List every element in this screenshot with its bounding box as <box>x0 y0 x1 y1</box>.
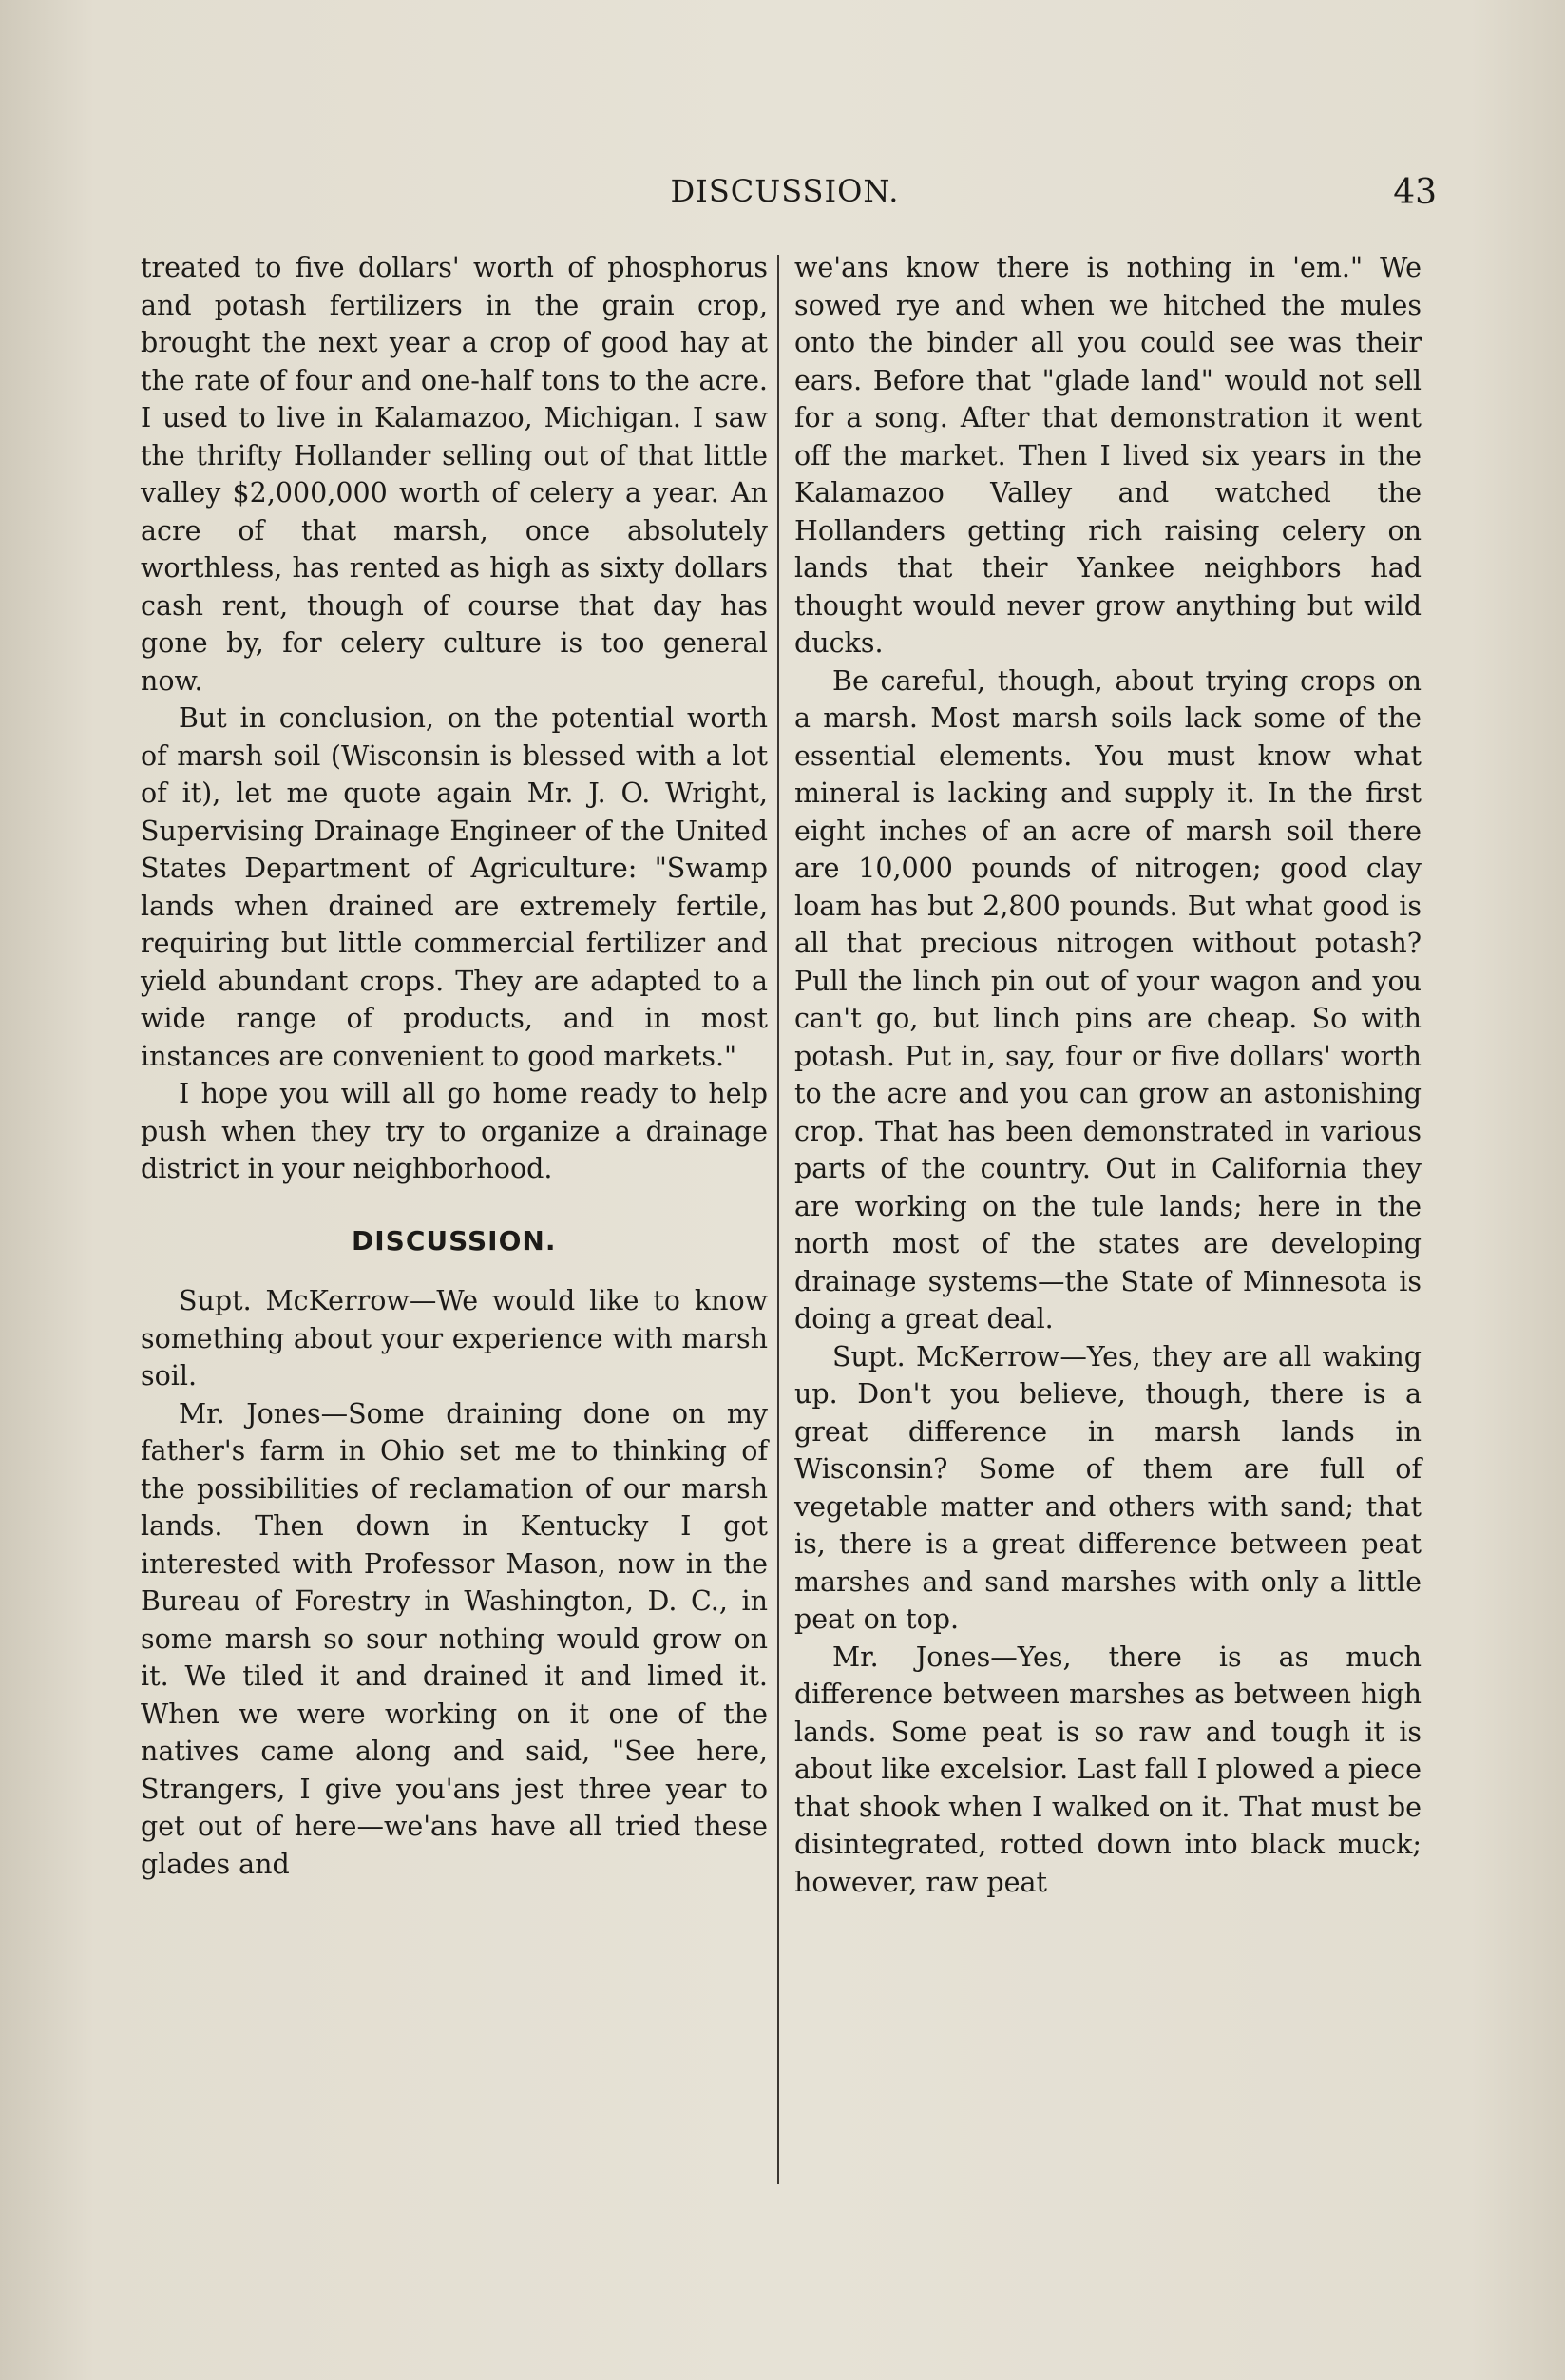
paragraph: Supt. McKerrow—Yes, they are all waking up. Don't you believe, though, there is a great difference in marsh lands in Wisconsin? Some of them are full of vegetable matter and others with sand; that is, there is a great difference between peat marshes and sand marshes with only a little peat on top. <box>794 1340 1422 1635</box>
left-column <box>141 249 768 1883</box>
running-head <box>133 173 1437 221</box>
paragraph: I hope you will all go home ready to help push when they try to organize a drainage district in your neighborhood. <box>141 1078 768 1184</box>
running-title: DISCUSSION. <box>670 173 900 209</box>
section-heading: DISCUSSION. <box>352 1224 557 1257</box>
right-column <box>794 249 1422 1901</box>
paragraph: But in conclusion, on the potential worth of marsh soil (Wisconsin is blessed with a lot of it), let me quote again Mr. J. O. Wright, Supervising Drainage Engineer of the United States Department of Agriculture: "Swamp lands when drained are extremely fertile, requiring but little commercial fertilizer and yield abundant crops. They are adapted to a wide range of products, and in most instances are convenient to good markets." <box>141 702 768 1072</box>
page-number: 43 <box>1393 173 1437 212</box>
paragraph: Be careful, though, about trying crops on a marsh. Most marsh soils lack some of the essential elements. You must know what mineral is lacking and supply it. In the first eight inches of an acre of marsh soil there are 10,000 pounds of nitrogen; good clay loam has but 2,800 pounds. But what good is all that precious nitrogen without potash? Pull the linch pin out of your wagon and you can't go, but linch pins are cheap. So with potash. Put in, say, four or five dollars' worth to the acre and you can grow an astonishing crop. That has been demonstrated in various parts of the country. Out in California they are working on the tule lands; here in the north most of the states are developing drainage systems—the State of Minnesota is doing a great deal. <box>794 664 1422 1334</box>
paragraph: we'ans know there is nothing in 'em." We sowed rye and when we hitched the mules onto the binder all you could see was their ears. Before that "glade land" would not sell for a song. After that demonstration it went off the market. Then I lived six years in the Kalamazoo Valley and watched the Hollanders getting rich raising celery on lands that their Yankee neighbors had thought would never grow anything but wild ducks. <box>794 252 1422 659</box>
paragraph: Supt. McKerrow—We would like to know something about your experience with marsh soil. <box>141 1285 768 1392</box>
paragraph: Mr. Jones—Yes, there is as much difference between marshes as between high lands. Some peat is so raw and tough it is about like excelsior. Last fall I plowed a piece that shook when I walked on it. That must be disintegrated, rotted down into black muck; however, raw peat <box>794 1641 1422 1898</box>
paragraph: treated to five dollars' worth of phosphorus and potash fertilizers in the grain crop, brought the next year a crop of good hay at the rate of four and one-half tons to the acre. I used to live in Kalamazoo, Michigan. I saw the thrifty Hollander selling out of that little valley $2,000,000 worth of celery a year. An acre of that marsh, once absolutely worthless, has rented as high as sixty dollars cash rent, though of course that day has gone by, for celery culture is too general now. <box>141 252 768 697</box>
paragraph: Mr. Jones—Some draining done on my father's farm in Ohio set me to thinking of the possibilities of reclamation of our marsh lands. Then down in Kentucky I got interested with Professor Mason, now in the Bureau of Forestry in Washington, D. C., in some marsh so sour nothing would grow on it. We tiled it and drained it and limed it. When we were working on it one of the natives came along and said, "See here, Strangers, I give you'ans jest three year to get out of here—we'ans have all tried these glades and <box>141 1397 768 1880</box>
column-divider <box>777 255 779 2184</box>
